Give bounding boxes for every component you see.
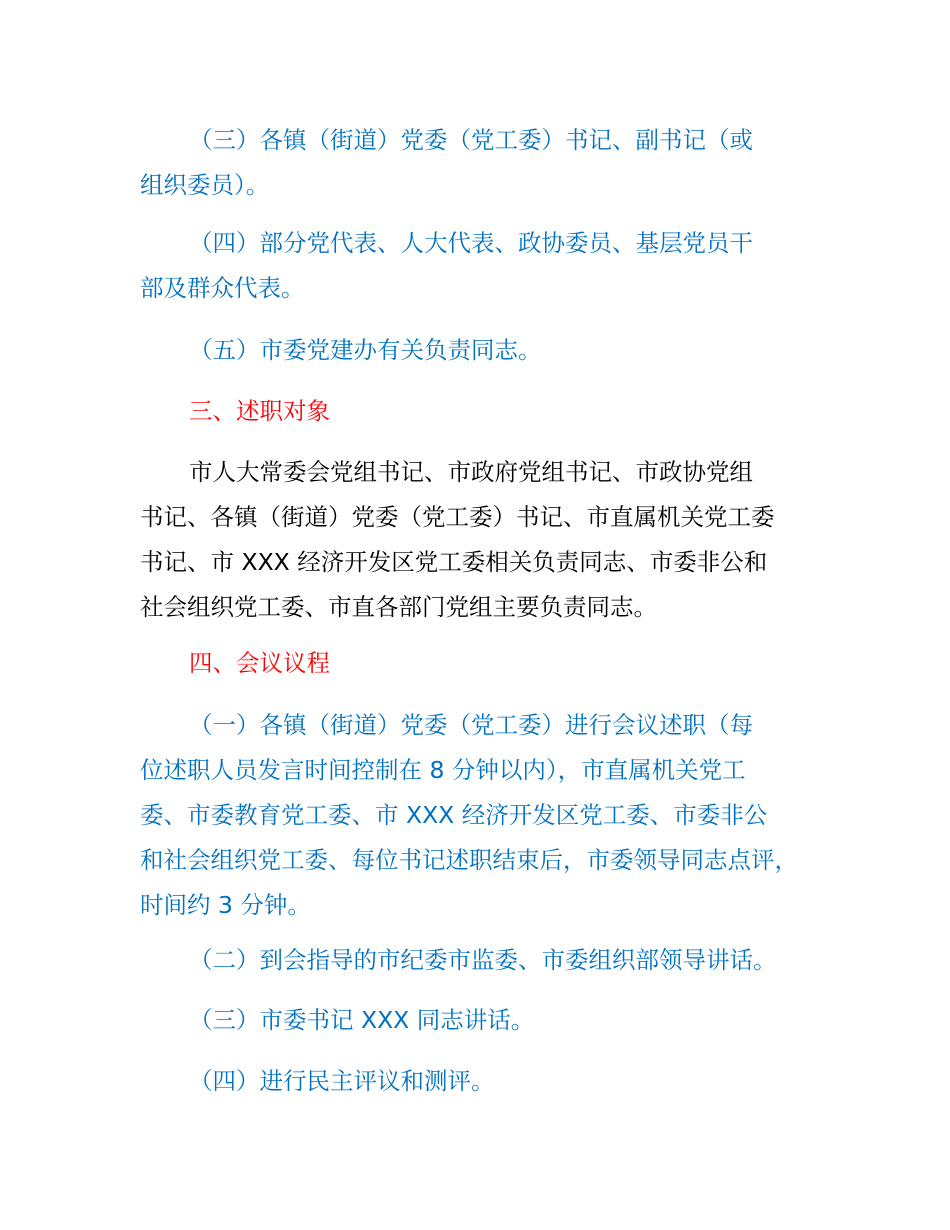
text-line: 市人大常委会党组书记、市政府党组书记、市政协党组 bbox=[189, 458, 753, 486]
text-line: （四）进行民主评议和测评。 bbox=[189, 1067, 495, 1095]
paragraph-agenda-2 bbox=[140, 938, 840, 983]
text-line: （三）市委书记 XXX 同志讲话。 bbox=[189, 1006, 535, 1034]
text-line: （三）各镇（街道）党委（党工委）书记、副书记（或 bbox=[189, 126, 753, 154]
paragraph-agenda-4 bbox=[140, 1059, 840, 1104]
text-line: 社会组织党工委、市直各部门党组主要负责同志。 bbox=[140, 593, 657, 621]
text-line: （四）部分党代表、人大代表、政协委员、基层党员干 bbox=[189, 229, 753, 257]
section-heading-reporting-targets bbox=[140, 389, 840, 434]
paragraph-agenda-1 bbox=[140, 703, 840, 928]
text-line: 书记、市 XXX 经济开发区党工委相关负责同志、市委非公和 bbox=[140, 548, 768, 576]
text-line: 时间约 3 分钟。 bbox=[140, 891, 311, 919]
text-line: 组织委员）。 bbox=[140, 171, 270, 199]
text-line: （五）市委党建办有关负责同志。 bbox=[189, 336, 542, 364]
paragraph-agenda-3 bbox=[140, 998, 840, 1043]
text-line: 部及群众代表。 bbox=[140, 274, 305, 302]
text-line: 委、市委教育党工委、市 XXX 经济开发区党工委、市委非公 bbox=[140, 801, 768, 829]
heading-text: 四、会议议程 bbox=[189, 649, 330, 677]
section-heading-agenda bbox=[140, 641, 840, 686]
paragraph-attendees-4 bbox=[140, 221, 840, 311]
text-line: 位述职人员发言时间控制在 8 分钟以内），市直属机关党工 bbox=[140, 756, 746, 784]
paragraph-attendees-3 bbox=[140, 118, 840, 208]
heading-text: 三、述职对象 bbox=[189, 397, 330, 425]
paragraph-reporting-targets bbox=[140, 450, 840, 630]
text-line: （二）到会指导的市纪委市监委、市委组织部领导讲话。 bbox=[189, 946, 777, 974]
paragraph-attendees-5 bbox=[140, 328, 840, 373]
text-line: （一）各镇（街道）党委（党工委）进行会议述职（每 bbox=[189, 711, 753, 739]
text-line: 书记、各镇（街道）党委（党工委）书记、市直属机关党工委 bbox=[140, 503, 775, 531]
text-line: 和社会组织党工委、每位书记述职结束后，市委领导同志点评， bbox=[140, 846, 798, 874]
